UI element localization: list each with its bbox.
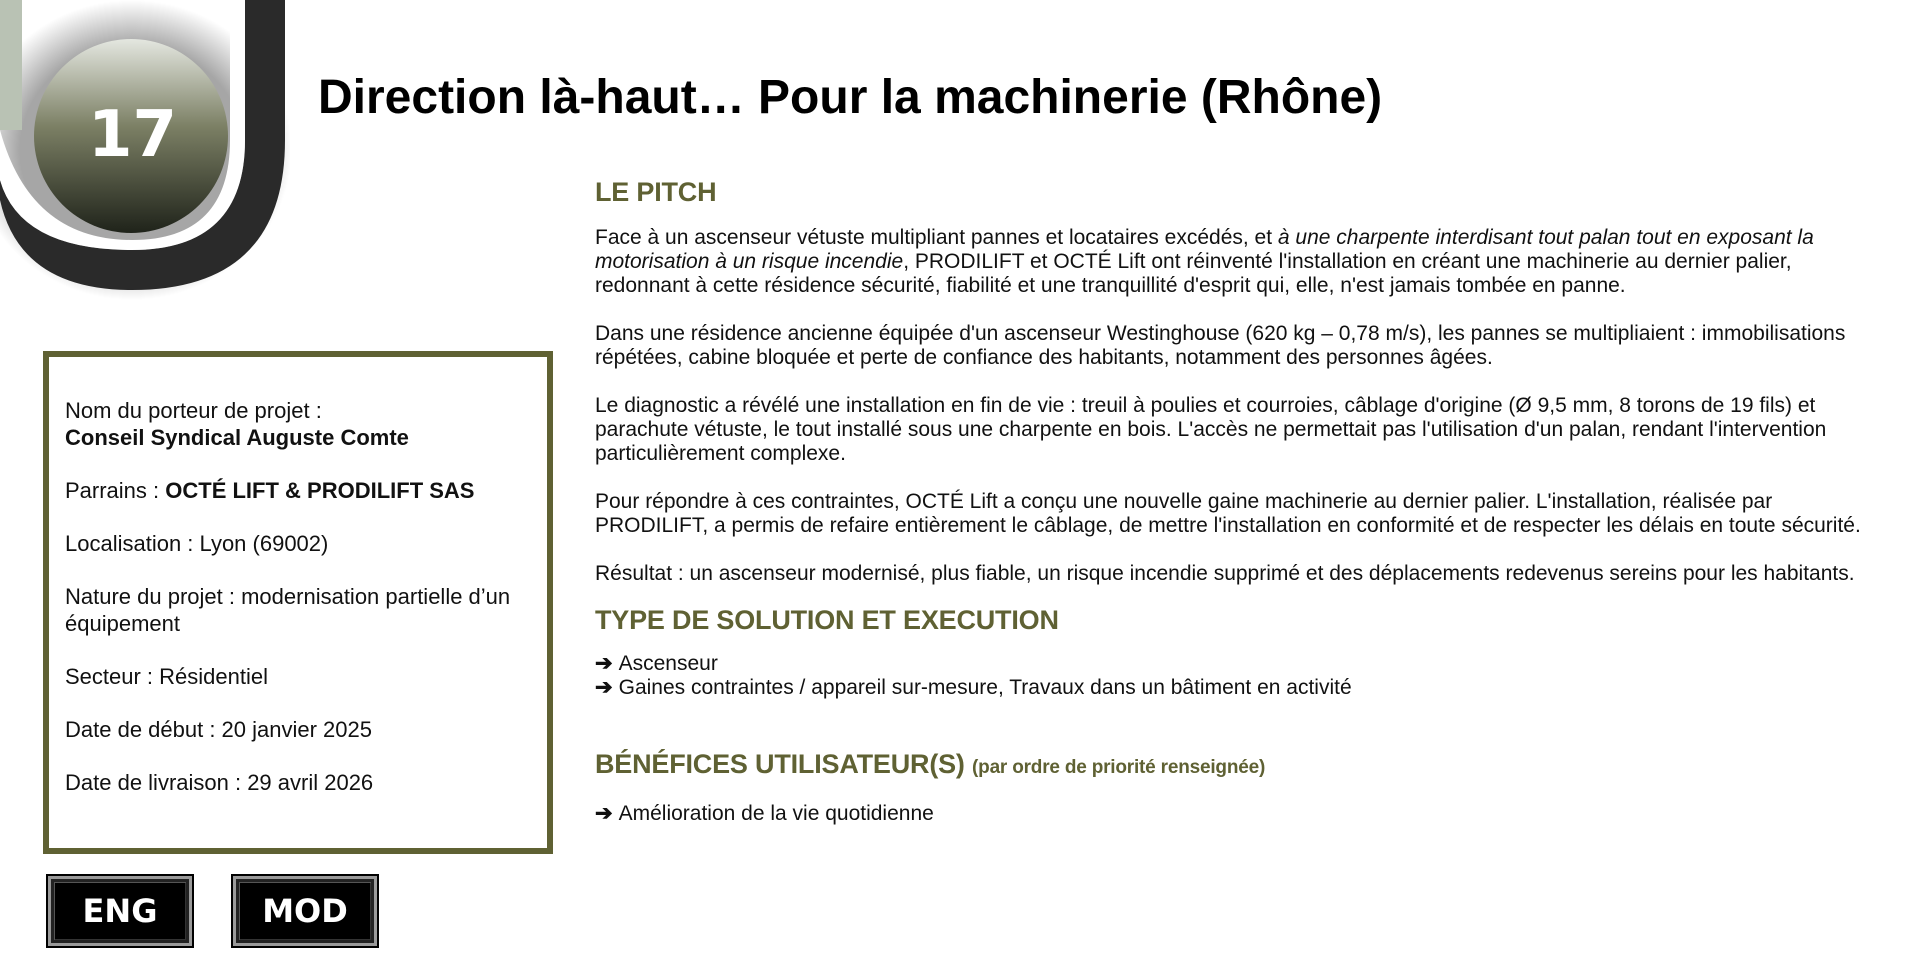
porteur-value: Conseil Syndical Auguste Comte xyxy=(65,425,409,450)
solution-item-text: Gaines contraintes / appareil sur-mesure, Travaux dans un bâtiment en activité xyxy=(618,676,1352,699)
main-content xyxy=(595,177,1885,826)
localisation-line: Localisation : Lyon (69002) xyxy=(65,531,329,556)
solution-item xyxy=(595,652,1885,676)
pitch-p1-start: Face à un ascenseur vétuste multipliant pannes et locataires excédés, et xyxy=(595,226,1278,249)
arrow-right-icon: ➔ xyxy=(595,676,613,699)
project-info-box xyxy=(43,351,553,854)
arrow-right-icon: ➔ xyxy=(595,802,613,825)
date-livraison-line: Date de livraison : 29 avril 2026 xyxy=(65,770,374,795)
arrow-right-icon: ➔ xyxy=(595,652,613,675)
page-title: Direction là-haut… Pour la machinerie (Rhône) xyxy=(318,71,1383,124)
benefits-heading xyxy=(595,749,1885,780)
pitch-paragraph-5: Résultat : un ascenseur modernisé, plus fiable, un risque incendie supprimé et des déplacements redevenus sereins pour les habitants. xyxy=(595,562,1855,585)
porteur-label: Nom du porteur de projet : xyxy=(65,398,322,423)
eng-button[interactable]: ENG xyxy=(48,876,192,946)
parrains-value: OCTÉ LIFT & PRODILIFT SAS xyxy=(165,478,475,503)
pitch-paragraph-3: Le diagnostic a révélé une installation en fin de vie : treuil à poulies et courroies, câblage d'origine (Ø 9,5 mm, 8 torons de 19 fils) et parachute vétuste, le tout installé sous une charpente en bois. L'accès ne permettait pas l'utilisation d'un palan, rendant l'intervention particulièrement complexe. xyxy=(595,394,1827,465)
pitch-paragraph-1 xyxy=(595,226,1885,298)
benefits-subheading: (par ordre de priorité renseignée) xyxy=(972,757,1266,778)
solution-item xyxy=(595,676,1885,700)
benefits-heading-text: BÉNÉFICES UTILISATEUR(S) xyxy=(595,749,965,779)
pitch-heading: LE PITCH xyxy=(595,177,717,207)
porteur-line xyxy=(65,397,531,451)
project-number: 17 xyxy=(87,98,178,172)
mod-button[interactable]: MOD xyxy=(233,876,377,946)
pitch-paragraph-2: Dans une résidence ancienne équipée d'un ascenseur Westinghouse (620 kg – 0,78 m/s), les pannes se multipliaient : immobilisations répétées, cabine bloquée et perte de confiance des habitants, notamment des personnes âgées. xyxy=(595,322,1846,369)
date-debut-line: Date de début : 20 janvier 2025 xyxy=(65,717,373,742)
pitch-p1-italic: à une charpente interdisant tout palan tout en exposant la motorisation à un risque incendie xyxy=(595,226,1814,273)
pitch-p1-end: , PRODILIFT et OCTÉ Lift ont réinventé l'installation en créant une machinerie au dernier palier, redonnant à cette résidence sécurité, fiabilité et une tranquillité d'esprit qui, elle, n'est jamais tombée en panne. xyxy=(595,250,1792,297)
parrains-line xyxy=(65,477,531,504)
solution-heading: TYPE DE SOLUTION ET EXECUTION xyxy=(595,605,1059,635)
project-number-badge xyxy=(0,0,290,300)
solution-item-text: Ascenseur xyxy=(618,652,718,675)
pitch-paragraph-4: Pour répondre à ces contraintes, OCTÉ Lift a conçu une nouvelle gaine machinerie au dernier palier. L'installation, réalisée par PRODILIFT, a permis de refaire entièrement le câblage, de mettre l'installation en conformité et de respecter les délais en toute sécurité. xyxy=(595,490,1861,537)
secteur-line: Secteur : Résidentiel xyxy=(65,664,268,689)
parrains-label: Parrains : xyxy=(65,478,166,503)
nature-line: Nature du projet : modernisation partielle d’un équipement xyxy=(65,584,511,636)
benefit-item xyxy=(595,802,1885,826)
benefit-item-text: Amélioration de la vie quotidienne xyxy=(618,802,934,825)
